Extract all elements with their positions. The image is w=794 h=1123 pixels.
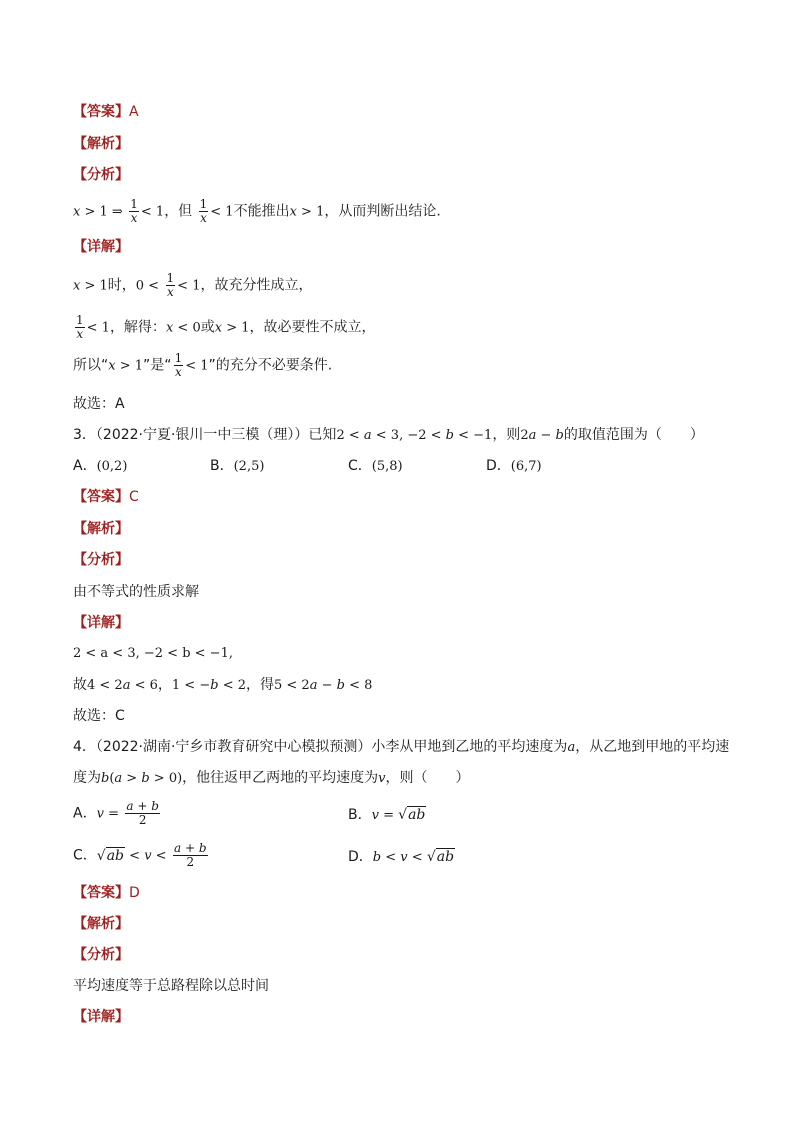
- q2-conclusion: 故选：A: [73, 396, 125, 412]
- q3-breakdown-text: 由不等式的性质求解: [73, 584, 199, 600]
- detail-label: 【详解】: [73, 615, 129, 631]
- fraction-1-over-x: $\frac{1}{x}$: [76, 313, 84, 341]
- q3-detail-line-2: 故4 < 2a < 6，1 < −b < 2，得5 < 2a − b < 8: [73, 677, 373, 693]
- q3-option-c[interactable]: C．(5,8): [348, 458, 403, 474]
- analysis-label: 【解析】: [73, 136, 129, 152]
- q4-option-d[interactable]: D．b < v < √ab: [348, 849, 455, 865]
- fraction-1-over-x: $\frac{1}{x}$: [166, 271, 175, 299]
- q4-breakdown-text: 平均速度等于总路程除以总时间: [73, 978, 269, 994]
- answer-label: 【答案】: [73, 104, 129, 120]
- q2-detail-line-1: x > 1时，0 < $\frac{1}{x}$ < 1，故充分性成立，: [73, 271, 313, 299]
- fraction-a-plus-b-over-2: $\frac{a + b}{2}$: [174, 841, 207, 869]
- breakdown-heading: [73, 946, 129, 964]
- q3-option-d[interactable]: D．(6,7): [486, 458, 542, 474]
- detail-label: 【详解】: [73, 239, 129, 255]
- answer-line: [73, 103, 139, 121]
- q2-detail-line-3: 所以“x > 1”是“ $\frac{1}{x}$ < 1”的充分不必要条件.: [73, 351, 333, 379]
- detail-label: 【详解】: [73, 1009, 129, 1025]
- sqrt-ab: √ab: [96, 847, 125, 864]
- q3-detail-line-1: 2 < a < 3, −2 < b < −1,: [73, 646, 233, 661]
- answer-value: A: [129, 104, 139, 120]
- breakdown-label: 【分析】: [73, 167, 129, 183]
- q3-option-b[interactable]: B．(2,5): [210, 458, 265, 474]
- detail-heading: [73, 238, 129, 256]
- q3-stem: 3．（2022·宁夏·银川一中三模（理））已知2 < a < 3, −2 < b < −1，则2a − b的取值范围为（ ）: [73, 427, 704, 443]
- q3-option-a[interactable]: A．(0,2): [73, 458, 128, 474]
- analysis-label: 【解析】: [73, 521, 129, 537]
- analysis-heading: [73, 915, 129, 933]
- breakdown-heading: [73, 166, 129, 184]
- detail-heading: [73, 614, 129, 632]
- analysis-heading: [73, 520, 129, 538]
- answer-line: [73, 884, 140, 902]
- q4-stem-line-2: 度为b(a > b > 0)，他往返甲乙两地的平均速度为v，则（ ）: [73, 770, 470, 786]
- analysis-label: 【解析】: [73, 916, 129, 932]
- fraction-a-plus-b-over-2: $\frac{a + b}{2}$: [126, 799, 159, 827]
- fraction-1-over-x: $\frac{1}{x}$: [130, 197, 138, 225]
- breakdown-heading: [73, 551, 129, 569]
- detail-heading: [73, 1008, 129, 1026]
- q2-breakdown-text: x > 1 ⇒ $\frac{1}{x}$ < 1，但 $\frac{1}{x}$ < 1不能推出x > 1，从而判断出结论.: [73, 197, 441, 225]
- analysis-heading: [73, 135, 129, 153]
- breakdown-label: 【分析】: [73, 552, 129, 568]
- answer-value: C: [129, 489, 139, 505]
- answer-value: D: [129, 885, 140, 901]
- sqrt-ab: √ab: [426, 849, 455, 865]
- answer-label: 【答案】: [73, 885, 129, 901]
- answer-line: [73, 488, 139, 506]
- q2-detail-line-2: $\frac{1}{x}$ < 1，解得：x < 0或x > 1，故必要性不成立，: [76, 313, 376, 341]
- answer-label: 【答案】: [73, 489, 129, 505]
- q3-conclusion: 故选：C: [73, 708, 125, 724]
- sqrt-ab: √ab: [398, 807, 426, 823]
- q4-option-c[interactable]: C．√ab < v < $\frac{a + b}{2}$: [73, 841, 207, 869]
- q4-option-a[interactable]: A．v = $\frac{a + b}{2}$: [73, 799, 159, 827]
- fraction-1-over-x: $\frac{1}{x}$: [199, 197, 208, 225]
- fraction-1-over-x: $\frac{1}{x}$: [174, 351, 183, 379]
- q4-stem-line-1: 4．（2022·湖南·宁乡市教育研究中心模拟预测）小李从甲地到乙地的平均速度为a，从乙地到甲地的平均速: [73, 739, 730, 755]
- q4-option-b[interactable]: B．v = √ab: [348, 807, 426, 823]
- breakdown-label: 【分析】: [73, 947, 129, 963]
